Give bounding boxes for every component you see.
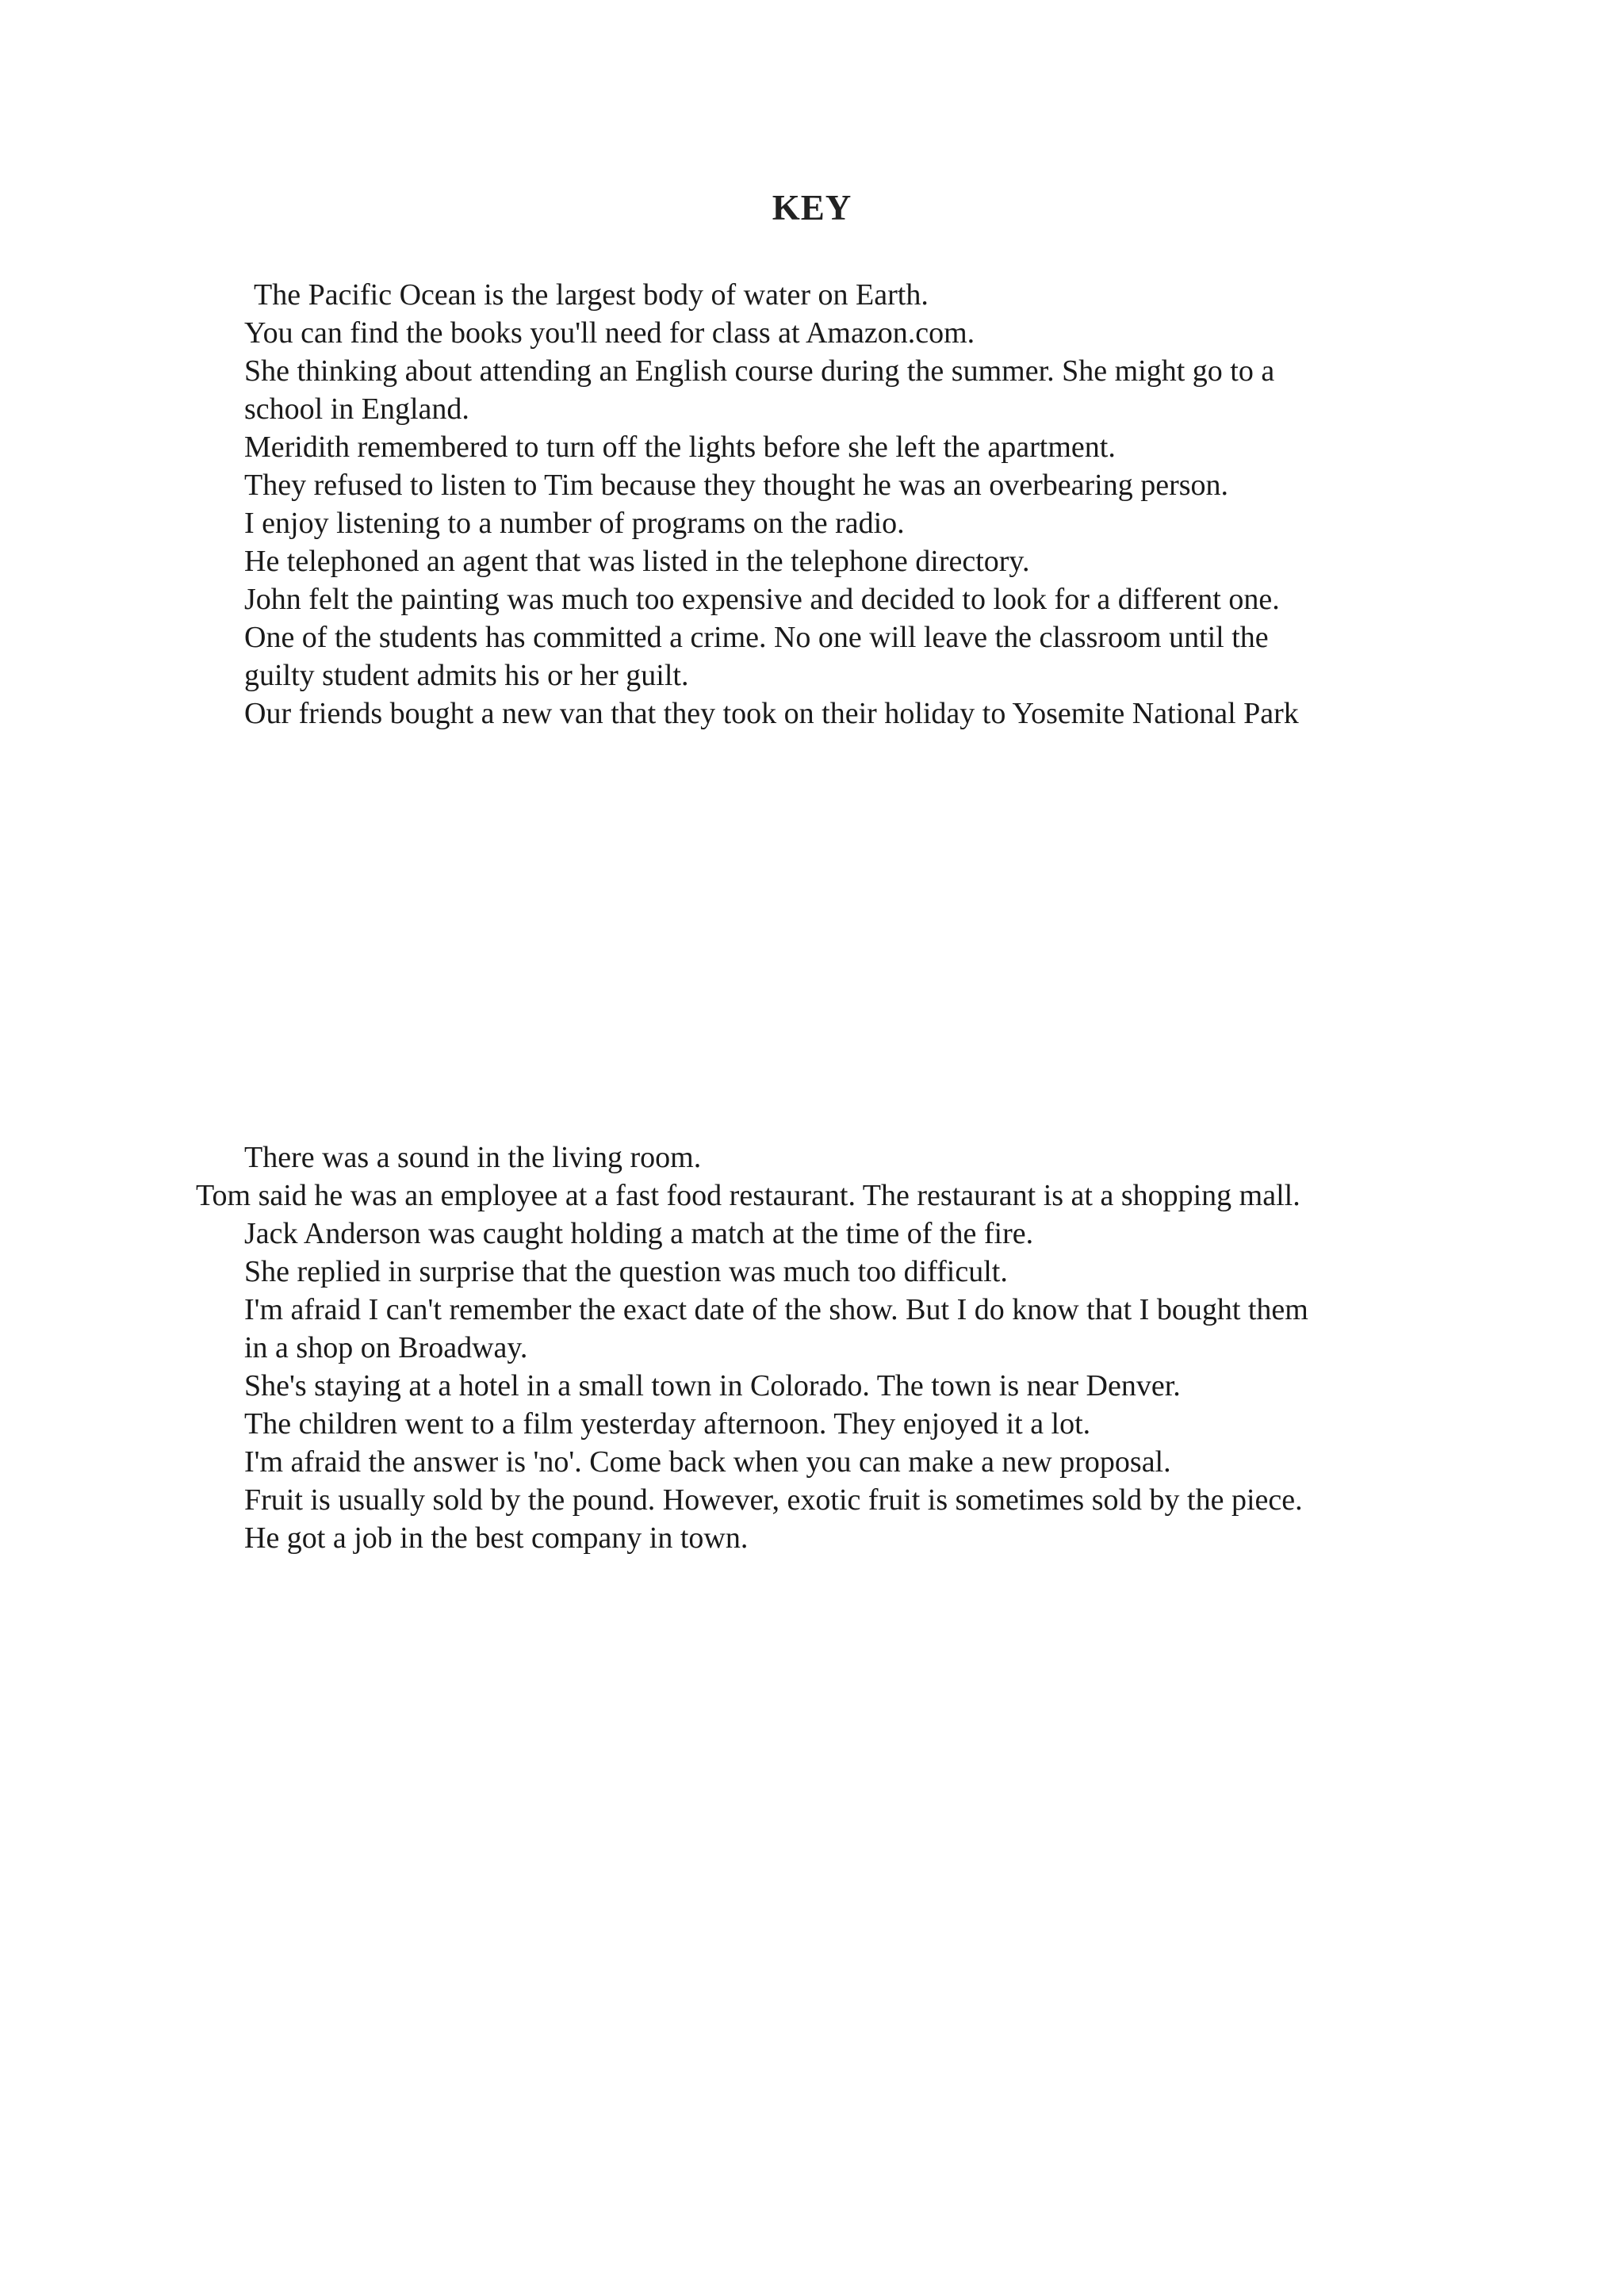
answer-line: John felt the painting was much too expensive and decided to look for a different one. bbox=[244, 583, 1280, 616]
answer-line: in a shop on Broadway. bbox=[244, 1331, 528, 1364]
answer-line: You can find the books you'll need for class at Amazon.com. bbox=[244, 316, 975, 350]
answer-line: He telephoned an agent that was listed in the telephone directory. bbox=[244, 545, 1030, 578]
answer-line: Jack Anderson was caught holding a match at the time of the fire. bbox=[244, 1217, 1034, 1250]
answer-line: The Pacific Ocean is the largest body of water on Earth. bbox=[254, 278, 929, 312]
answer-line: One of the students has committed a crime. No one will leave the classroom until the bbox=[244, 621, 1269, 654]
answer-line: They refused to listen to Tim because they thought he was an overbearing person. bbox=[244, 469, 1229, 502]
page-title: KEY bbox=[772, 188, 852, 228]
answer-line: She thinking about attending an English course during the summer. She might go to a bbox=[244, 354, 1275, 388]
answer-line: I'm afraid the answer is 'no'. Come back when you can make a new proposal. bbox=[244, 1445, 1171, 1479]
answer-line: school in England. bbox=[244, 392, 469, 426]
answer-line: He got a job in the best company in town. bbox=[244, 1521, 749, 1555]
answer-line: She replied in surprise that the question was much too difficult. bbox=[244, 1255, 1008, 1288]
answer-line: She's staying at a hotel in a small town in Colorado. The town is near Denver. bbox=[244, 1369, 1181, 1402]
answer-line: Fruit is usually sold by the pound. However, exotic fruit is sometimes sold by the piece. bbox=[244, 1483, 1303, 1517]
answer-line: I'm afraid I can't remember the exact date of the show. But I do know that I bought them bbox=[244, 1293, 1308, 1326]
answer-line: Meridith remembered to turn off the lights before she left the apartment. bbox=[244, 430, 1116, 464]
answer-block-2 bbox=[196, 1138, 1308, 1557]
answer-line: guilty student admits his or her guilt. bbox=[244, 659, 689, 692]
answer-line: There was a sound in the living room. bbox=[244, 1141, 702, 1174]
answer-line: The children went to a film yesterday afternoon. They enjoyed it a lot. bbox=[244, 1407, 1091, 1441]
answer-line: I enjoy listening to a number of programs on the radio. bbox=[244, 507, 905, 540]
answer-block-1 bbox=[244, 276, 1299, 733]
answer-line: Tom said he was an employee at a fast food restaurant. The restaurant is at a shopping mall. bbox=[196, 1179, 1300, 1212]
answer-line: Our friends bought a new van that they took on their holiday to Yosemite National Park bbox=[244, 697, 1299, 730]
